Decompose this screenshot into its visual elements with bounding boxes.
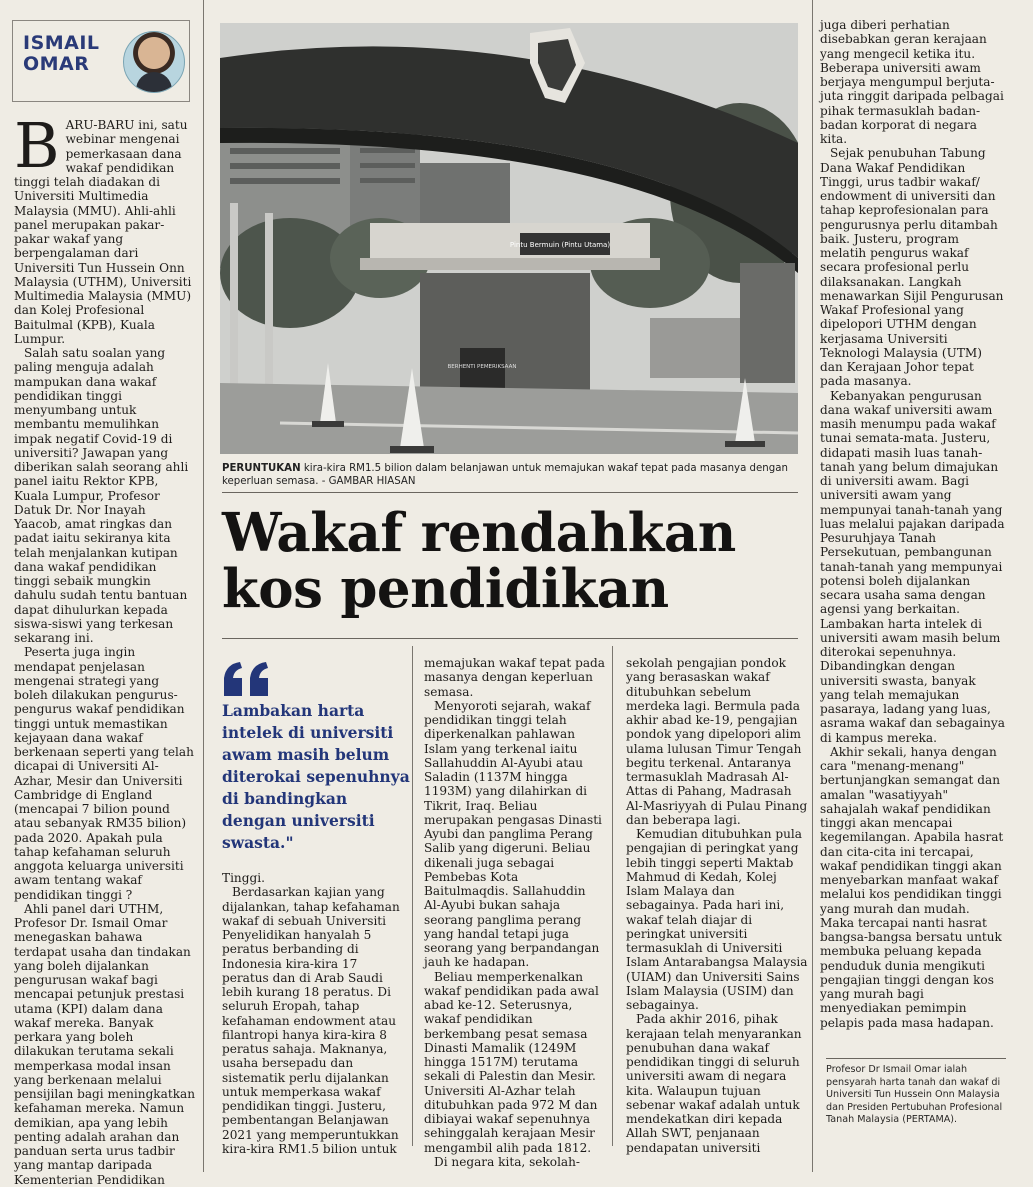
column-2 bbox=[222, 871, 404, 1156]
author-bio: Profesor Dr Ismail Omar ialah pensyarah harta tanah dan wakaf di Universiti Tun Hussein Onn Malaysia dan Presiden Pertubuhan Profesional Tanah Malaysia (PERTAMA). bbox=[826, 1064, 1003, 1126]
paragraph: Berdasarkan kajian yang dijalankan, tahap kefahaman wakaf di sebuah Universiti Penyelidikan hanyalah 5 peratus berbanding di Indonesia kira-kira 17 peratus dan di Arab Saudi lebih kurang 18 peratus. Di seluruh Eropah, tahap kefahaman endowment atau filantropi hanya kira-kira 8 peratus sahaja. Maknanya, usaha bersepadu dan sistematik perlu dijalankan untuk memperkasa wakaf pendidikan tinggi. Justeru, pembentangan Belanjawan 2021 yang memperuntukkan kira-kira RM1.5 bilion untuk bbox=[222, 885, 400, 1156]
paragraph: sekolah pengajian pondok yang berasaskan wakaf ditubuhkan sebelum merdeka lagi. Bermula pada akhir abad ke-19, pengajian pondok yang dipelopori alim ulama lulusan Timur Tengah begitu terkenal. Antaranya termasuklah Madrasah Al-Attas di Pahang, Madrasah Al-Masriyyah di Pulau Pinang dan beberapa lagi. bbox=[626, 656, 808, 827]
divider bbox=[222, 492, 798, 493]
column-3 bbox=[424, 656, 606, 1169]
photo-caption bbox=[222, 462, 798, 488]
gate-sign: Pintu Bermuin (Pintu Utama) bbox=[509, 241, 611, 249]
headline: Wakaf rendahkan kos pendidikan bbox=[222, 502, 736, 620]
author-name: ISMAIL OMAR bbox=[23, 32, 100, 75]
paragraph: Di negara kita, sekolah- bbox=[434, 1154, 581, 1169]
paragraph: Kemudian ditubuhkan pula pengajian di peringkat yang lebih tinggi seperti Maktab Mahmud di Kedah, Kolej Islam Malaya dan sebagainya. Pada hari ini, wakaf telah diajar di peringkat universiti termasuklah di Universiti Islam Antarabangsa Malaysia (UIAM) dan Universiti Sains Islam Malaysia (USIM) dan sebagainya. bbox=[626, 827, 808, 1012]
divider bbox=[222, 638, 798, 639]
quote-mark-icon bbox=[222, 660, 282, 700]
column-rule bbox=[612, 646, 613, 1146]
column-rule bbox=[412, 646, 413, 1146]
paragraph: Ahli panel dari UTHM, Profesor Dr. Ismail Omar menegaskan bahawa terdapat usaha dan tindakan yang boleh dijalankan pengurusan wakaf bagi mencapai petunjuk prestasi utama (KPI) dalam dana wakaf mereka. Banyak perkara yang boleh dilakukan terutama sekali memperkasa modal insan yang berkenaan melalui pensijilan bagi meningkatkan kefahaman mereka. Namun demikian, apa yang lebih penting adalah arahan dan panduan serta urus tadbir yang mantap daripada Kementerian Pendidikan bbox=[14, 901, 196, 1187]
article-photo bbox=[220, 23, 798, 454]
paragraph: Salah satu soalan yang paling menguja adalah mampukan dana wakaf pendidikan tinggi menyumbang untuk membantu memulihkan impak negatif Covid-19 di universiti? Jawapan yang diberikan salah seorang ahli panel iaitu Rektor KPB, Kuala Lumpur, Profesor Datuk Dr. Nor Inayah Yaacob, amat ringkas dan padat iaitu sekiranya kita telah menjalankan kutipan dana wakaf pendidikan tinggi sebaik mungkin dahulu sudah tentu bantuan dapat dihulurkan kepada siswa-siswi yang terkesan sekarang ini. bbox=[14, 346, 189, 645]
author-box bbox=[12, 20, 190, 102]
column-4 bbox=[626, 656, 808, 1155]
paragraph: Pada akhir 2016, pihak kerajaan telah menyarankan penubuhan dana wakaf pendidikan tinggi di seluruh universiti awam di negara kita. Walaupun tujuan sebenar wakaf adalah untuk mendekatkan diri kepada Allah SWT, penjanaan pendapatan universiti bbox=[626, 1012, 802, 1155]
caption-text: kira-kira RM1.5 bilion dalam belanjawan untuk memajukan wakaf tepat pada masanya dengan keperluan semasa. - GAMBAR HIASAN bbox=[222, 463, 788, 487]
drop-cap: B bbox=[14, 109, 60, 182]
paragraph: memajukan wakaf tepat pada masanya dengan keperluan semasa. bbox=[424, 656, 606, 699]
paragraph: juga diberi perhatian disebabkan geran kerajaan yang mengecil ketika itu. Beberapa universiti awam berjaya mengumpul berjuta-juta ringgit daripada pelbagai pihak termasuklah badan-badan korporat di negara kita. bbox=[820, 18, 1004, 146]
column-1 bbox=[14, 109, 196, 1187]
avatar bbox=[123, 31, 185, 93]
paragraph: BARU-BARU ini, satu webinar mengenai pemerkasaan dana wakaf pendidikan tinggi telah diadakan di Universiti Multimedia Malaysia (MMU). Ahli-ahli panel merupakan pakar-pakar wakaf yang berpengalaman dari Universiti Tun Hussein Onn Malaysia (UTHM), Universiti Multimedia Malaysia (MMU) dan Kolej Profesional Baitulmal (KPB), Kuala Lumpur. bbox=[14, 109, 192, 346]
paragraph: Peserta juga ingin mendapat penjelasan mengenai strategi yang boleh dilakukan pengurus-pengurus wakaf pendidikan tinggi untuk memastikan kejayaan dana wakaf berkenaan seperti yang telah dicapai di Universiti Al-Azhar, Mesir dan Universiti Cambridge di England (mencapai 7 bilion pound atau sebanyak RM35 bilion) pada 2020. Apakah pula tahap kefahaman seluruh anggota keluarga universiti awam tentang wakaf pendidikan tinggi ? bbox=[14, 645, 194, 902]
paragraph: Kebanyakan pengurusan dana wakaf universiti awam masih menumpu pada wakaf tunai semata-mata. Justeru, didapati masih luas tanah-tanah yang belum dimajukan di universiti awam. Bagi universiti awam yang mempunyai tanah-tanah yang luas melalui pajakan daripada Pesuruhjaya Tanah Persekutuan, pembangunan tanah-tanah yang mempunyai potensi boleh dijalankan secara usaha sama dengan agensi yang berkaitan. Lambakan harta intelek di universiti awam masih belum diterokai sepenuhnya. Dibandingkan dengan universiti swasta, banyak yang telah memajukan pasaraya, ladang yang luas, asrama wakaf dan sebagainya di kampus mereka. bbox=[820, 388, 1005, 745]
paragraph: Tinggi. bbox=[222, 871, 265, 885]
divider bbox=[826, 1058, 1006, 1059]
paragraph: Beliau memperkenalkan wakaf pendidikan pada awal abad ke-12. Seterusnya, wakaf pendidikan berkembang pesat semasa Dinasti Mamalik (1249M hingga 1517M) terutama sekali di Palestin dan Mesir. Universiti Al-Azhar telah ditubuhkan pada 972 M dan dibiayai wakaf sepenuhnya sehinggalah kerajaan Mesir mengambil alih pada 1812. bbox=[424, 969, 599, 1155]
column-5 bbox=[820, 18, 1006, 1030]
pull-quote: Lambakan harta intelek di universiti awam masih belum diterokai sepenuhnya di bandingkan dengan universiti swasta." bbox=[222, 701, 410, 852]
caption-label: PERUNTUKAN bbox=[222, 463, 301, 474]
column-rule bbox=[203, 0, 204, 1172]
paragraph: Menyoroti sejarah, wakaf pendidikan tinggi telah diperkenalkan pahlawan Islam yang terkenal iaitu Sallahuddin Al-Ayubi atau Saladin (1137M hingga 1193M) yang dilahirkan di Tikrit, Iraq. Beliau merupakan pengasas Dinasti Ayubi dan panglima Perang Salib yang digeruni. Beliau dikenali juga sebagai Pembebas Kota Baitulmaqdis. Sallahuddin Al-Ayubi bukan sahaja seorang panglima perang yang handal tetapi juga seorang yang berpandangan jauh ke hadapan. bbox=[424, 698, 602, 970]
stop-board: BERHENTI PEMERIKSAAN bbox=[447, 364, 517, 370]
paragraph: Akhir sekali, hanya dengan cara "menang-menang" bertunjangkan semangat dan amalan "wasatiyyah" sahajalah wakaf pendidikan tinggi akan mencapai kegemilangan. Apabila hasrat dan cita-cita ini tercapai, wakaf pendidikan tinggi akan menyebarkan manfaat wakaf melalui kos pendidikan tinggi yang murah dan mudah. Maka tercapai nanti hasrat bangsa-bangsa bersatu untuk membuka peluang kepada penduduk dunia mengikuti pengajian tinggi dengan kos yang murah bagi menyediakan pemimpin pelapis pada masa hadapan. bbox=[820, 744, 1004, 1030]
paragraph: Sejak penubuhan Tabung Dana Wakaf Pendidikan Tinggi, urus tadbir wakaf/ endowment di universiti dan tahap keprofesionalan para pengurusnya perlu ditambah baik. Justeru, program melatih pengurus wakaf secara profesional perlu dilaksanakan. Langkah menawarkan Sijil Pengurusan Wakaf Profesional yang dipelopori UTHM dengan kerjasama Universiti Teknologi Malaysia (UTM) dan Kerajaan Johor tepat pada masanya. bbox=[820, 146, 1004, 389]
column-rule bbox=[812, 0, 813, 1172]
